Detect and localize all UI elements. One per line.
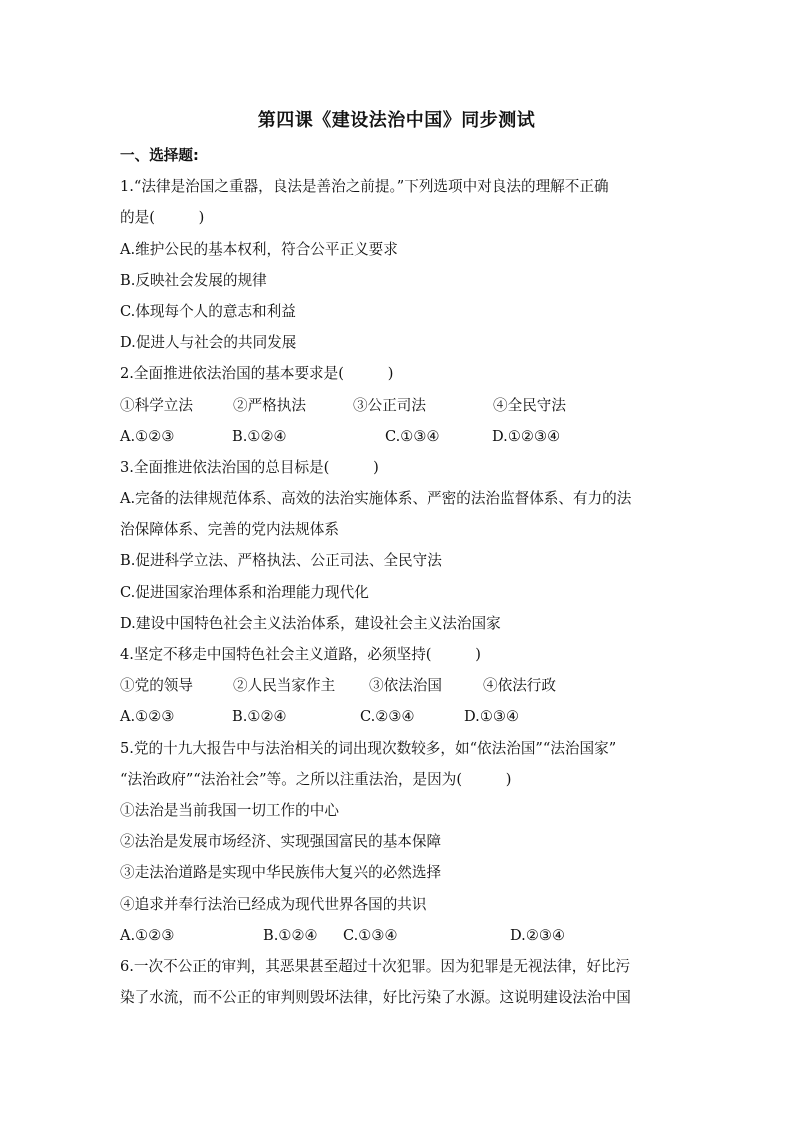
q4-item: ①党的领导 xyxy=(120,677,193,695)
q1-option-a: A.维护公民的基本权利，符合公平正义要求 xyxy=(120,240,398,258)
q1-option-d: D.促进人与社会的共同发展 xyxy=(120,334,297,352)
q5-item-2: ②法治是发展市场经济、实现强国富民的基本保障 xyxy=(120,833,442,851)
q4-item: ④依法行政 xyxy=(483,677,556,695)
q4-option: B.①②④ xyxy=(232,708,287,726)
q1-stem-line2: 的是( ) xyxy=(120,209,205,227)
q1-stem-line1: 1.“法律是治国之重器，良法是善治之前提。”下列选项中对良法的理解不正确 xyxy=(120,178,609,196)
q2-option: C.①③④ xyxy=(385,427,440,445)
q1-option-b: B.反映社会发展的规律 xyxy=(120,271,267,289)
q4-option: D.①③④ xyxy=(464,708,520,726)
q5-item-1: ①法治是当前我国一切工作的中心 xyxy=(120,801,339,819)
q5-item-3: ③走法治道路是实现中华民族伟大复兴的必然选择 xyxy=(120,864,442,882)
q2-item: ①科学立法 xyxy=(120,396,193,414)
q3-option-a-line2: 治保障体系、完善的党内法规体系 xyxy=(120,521,339,539)
q3-stem: 3.全面推进依法治国的总目标是( ) xyxy=(120,458,379,476)
q2-stem: 2.全面推进依法治国的基本要求是( ) xyxy=(120,365,394,383)
q1-option-c: C.体现每个人的意志和利益 xyxy=(120,302,296,320)
question-list xyxy=(120,140,680,1013)
q3-option-d: D.建设中国特色社会主义法治体系，建设社会主义法治国家 xyxy=(120,614,501,632)
q2-option: D.①②③④ xyxy=(492,427,561,445)
q4-item: ②人民当家作主 xyxy=(233,677,336,695)
q2-options xyxy=(120,421,680,452)
q5-item-4: ④追求并奉行法治已经成为现代世界各国的共识 xyxy=(120,895,427,913)
q5-options xyxy=(120,920,680,951)
q2-items xyxy=(120,390,680,421)
page-title: 第四课《建设法治中国》同步测试 xyxy=(257,110,536,131)
q2-item: ④全民守法 xyxy=(493,396,566,414)
q2-item: ③公正司法 xyxy=(353,396,426,414)
q2-option: B.①②④ xyxy=(232,427,287,445)
q4-stem: 4.坚定不移走中国特色社会主义道路，必须坚持( ) xyxy=(120,646,481,663)
q4-items xyxy=(120,670,680,701)
q2-item: ②严格执法 xyxy=(233,396,306,414)
q5-stem-line1: 5.党的十九大报告中与法治相关的词出现次数较多，如“依法治国”“法治国家” xyxy=(120,739,617,757)
q5-option: A.①②③ xyxy=(120,926,175,944)
q4-option: A.①②③ xyxy=(120,708,175,726)
q4-option: C.②③④ xyxy=(360,708,415,726)
q5-option: D.②③④ xyxy=(510,926,566,944)
q5-option: C.①③④ xyxy=(343,926,398,944)
q4-options xyxy=(120,701,680,732)
q2-option: A.①②③ xyxy=(120,427,175,445)
q4-item: ③依法治国 xyxy=(369,677,442,695)
q3-option-b: B.促进科学立法、严格执法、公正司法、全民守法 xyxy=(120,552,442,570)
q5-stem-line2: “法治政府”“法治社会”等。之所以注重法治，是因为( ) xyxy=(120,770,512,788)
q5-option: B.①②④ xyxy=(263,926,318,944)
q3-option-c: C.促进国家治理体系和治理能力现代化 xyxy=(120,583,369,601)
section-heading: 一、选择题: xyxy=(120,147,199,164)
q3-option-a-line1: A.完备的法律规范体系、高效的法治实施体系、严密的法治监督体系、有力的法 xyxy=(120,490,632,508)
q6-line1: 6.一次不公正的审判，其恶果甚至超过十次犯罪。因为犯罪是无视法律，好比污 xyxy=(120,957,631,975)
q6-line2: 染了水流，而不公正的审判则毁坏法律，好比污染了水源。这说明建设法治中国 xyxy=(120,989,631,1007)
